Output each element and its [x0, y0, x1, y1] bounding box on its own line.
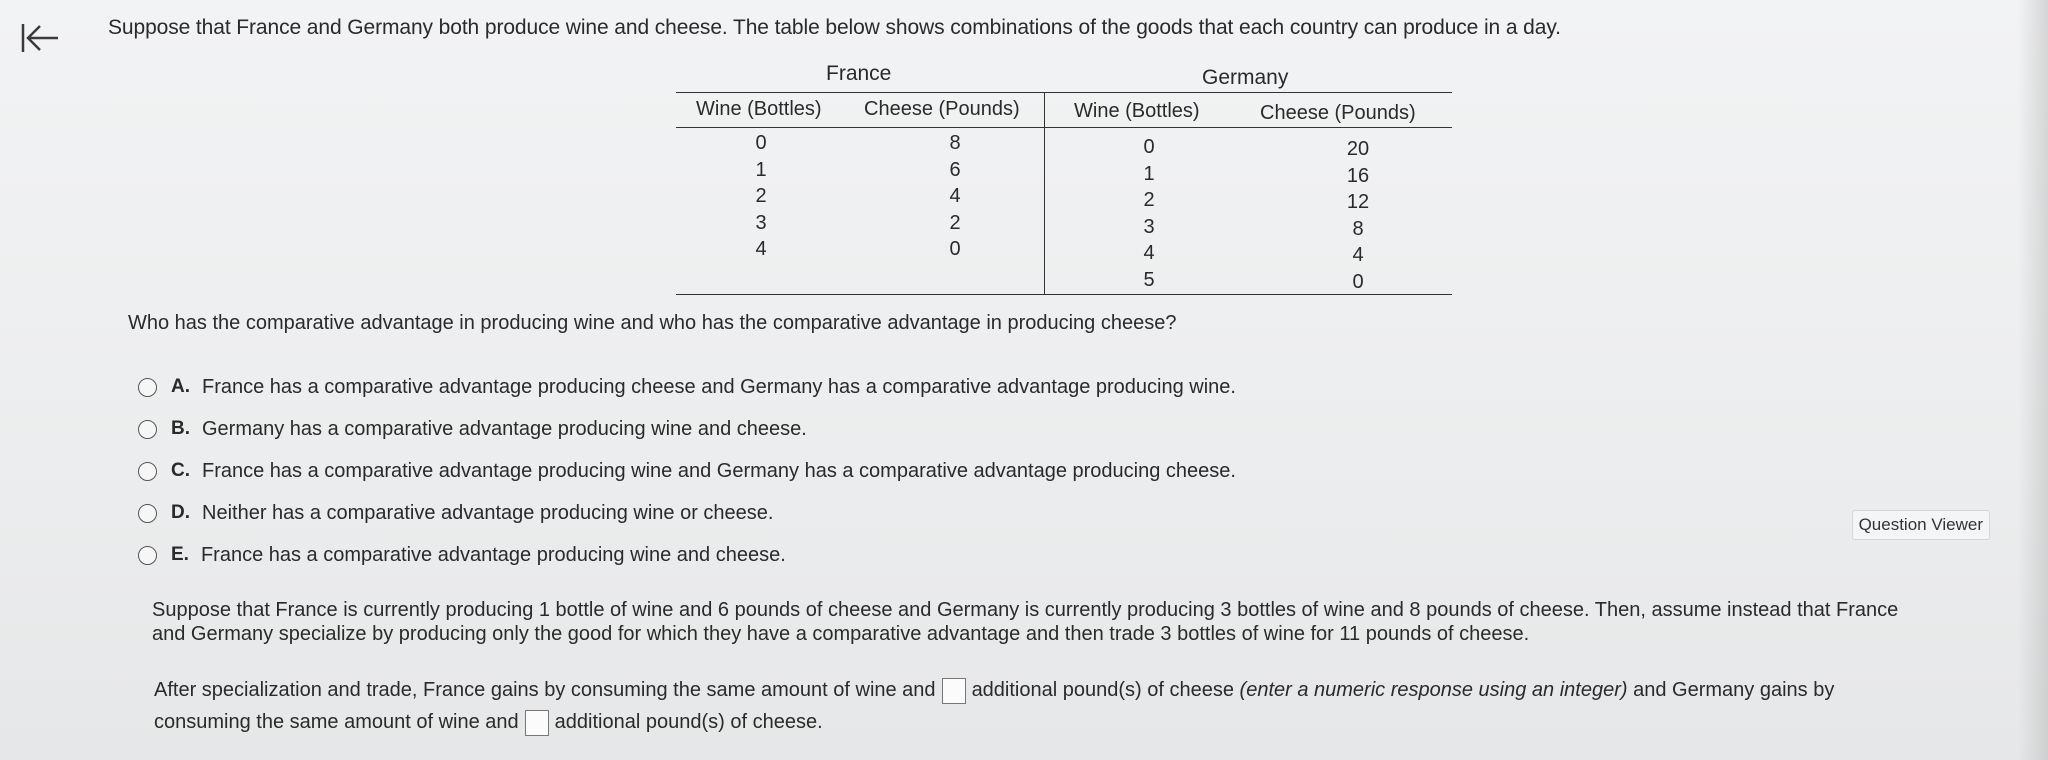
choice-b[interactable]	[138, 408, 1236, 450]
table-cell: 4	[1352, 244, 1364, 266]
header-france-wine: Wine (Bottles)	[696, 98, 822, 120]
choice-letter: E.	[171, 544, 189, 565]
table-cell: 2	[949, 211, 961, 234]
germany-cheese-column	[1338, 136, 1378, 295]
choice-letter: B.	[171, 418, 190, 439]
table-cell: 16	[1346, 164, 1370, 187]
table-cell: 2	[755, 185, 767, 207]
header-germany-wine: Wine (Bottles)	[1074, 100, 1200, 122]
table-cell: 20	[1346, 138, 1370, 160]
choice-text: France has a comparative advantage producing wine and cheese.	[200, 543, 786, 566]
column-divider	[1044, 128, 1045, 294]
screen-edge	[2018, 0, 2048, 760]
table-cell: 0	[1352, 270, 1364, 293]
header-france-cheese: Cheese (Pounds)	[864, 98, 1020, 120]
choice-a[interactable]	[138, 366, 1236, 408]
choice-letter: D.	[171, 502, 190, 523]
table-cell: 8	[1352, 217, 1364, 240]
choice-text: Neither has a comparative advantage producing wine or cheese.	[202, 501, 774, 524]
table-cell: 3	[1143, 215, 1155, 238]
france-gain-input[interactable]	[942, 678, 966, 704]
table-cell: 4	[1143, 242, 1155, 264]
scenario-text: Suppose that France is currently producing 1 bottle of wine and 6 pounds of cheese and Germany is currently producing 3 bottles of wine and 8 pounds of cheese. Then, assume instead that France and Germany specialize by producing only the good for which they have a comparative advantage and then trade 3 bottles of wine for 11 pounds of cheese.	[152, 599, 1899, 645]
column-divider	[1044, 93, 1045, 129]
table-cell: 0	[949, 238, 961, 260]
choice-letter: A.	[171, 376, 190, 397]
choice-text: France has a comparative advantage producing wine and Germany has a comparative advantage producing cheese.	[202, 459, 1236, 482]
back-button[interactable]	[18, 18, 62, 58]
table-cell: 6	[949, 158, 961, 181]
header-germany-cheese: Cheese (Pounds)	[1260, 102, 1416, 124]
choice-text: France has a comparative advantage producing cheese and Germany has a comparative advantage producing wine.	[202, 375, 1236, 398]
germany-wine-column	[1134, 134, 1164, 293]
choice-d[interactable]	[138, 492, 1236, 534]
choice-e[interactable]	[138, 534, 1236, 576]
france-cheese-column	[940, 130, 970, 263]
radio-button[interactable]	[138, 504, 157, 523]
fill-text-2: additional pound(s) of cheese	[971, 679, 1234, 701]
table-cell: 2	[1143, 189, 1155, 211]
germany-gain-input[interactable]	[525, 710, 549, 736]
radio-button[interactable]	[138, 546, 157, 565]
table-body	[676, 128, 1452, 295]
radio-button[interactable]	[138, 420, 157, 439]
intro-text: Suppose that France and Germany both produce wine and cheese. The table below shows combinations of the goods that each country can produce in a day.	[108, 16, 1561, 39]
france-wine-column	[746, 130, 776, 263]
table-cell: 0	[755, 132, 767, 154]
fill-text-4: additional pound(s) of cheese.	[554, 711, 823, 733]
germany-label: Germany	[1202, 66, 1289, 89]
table-cell: 0	[1143, 136, 1155, 158]
choice-text: Germany has a comparative advantage producing wine and cheese.	[202, 417, 807, 440]
fill-text-1: After specialization and trade, France gains by consuming the same amount of wine and	[154, 679, 936, 701]
back-arrow-icon	[18, 18, 62, 58]
table-cell: 4	[755, 238, 767, 260]
radio-button[interactable]	[138, 378, 157, 397]
fill-text-3: and Germany gains by consuming the same amount of wine and	[154, 679, 1835, 733]
answer-choices	[138, 366, 1236, 576]
fill-in-question	[154, 674, 1914, 738]
question-text: Who has the comparative advantage in producing wine and who has the comparative advantage in producing cheese?	[128, 312, 1177, 334]
question-viewer-button[interactable]: Question Viewer	[1852, 510, 1990, 540]
table-cell: 3	[755, 211, 767, 234]
table-cell: 5	[1143, 268, 1155, 291]
table-cell: 1	[1143, 162, 1155, 185]
table-header	[676, 92, 1452, 128]
production-table	[676, 62, 1452, 295]
input-hint: (enter a numeric response using an integer)	[1239, 679, 1628, 701]
table-cell: 4	[949, 185, 961, 207]
choice-c[interactable]	[138, 450, 1236, 492]
table-cell: 1	[755, 158, 767, 181]
choice-letter: C.	[171, 460, 190, 481]
table-cell: 12	[1346, 191, 1370, 213]
radio-button[interactable]	[138, 462, 157, 481]
table-cell: 8	[949, 132, 961, 154]
france-label: France	[826, 62, 892, 85]
